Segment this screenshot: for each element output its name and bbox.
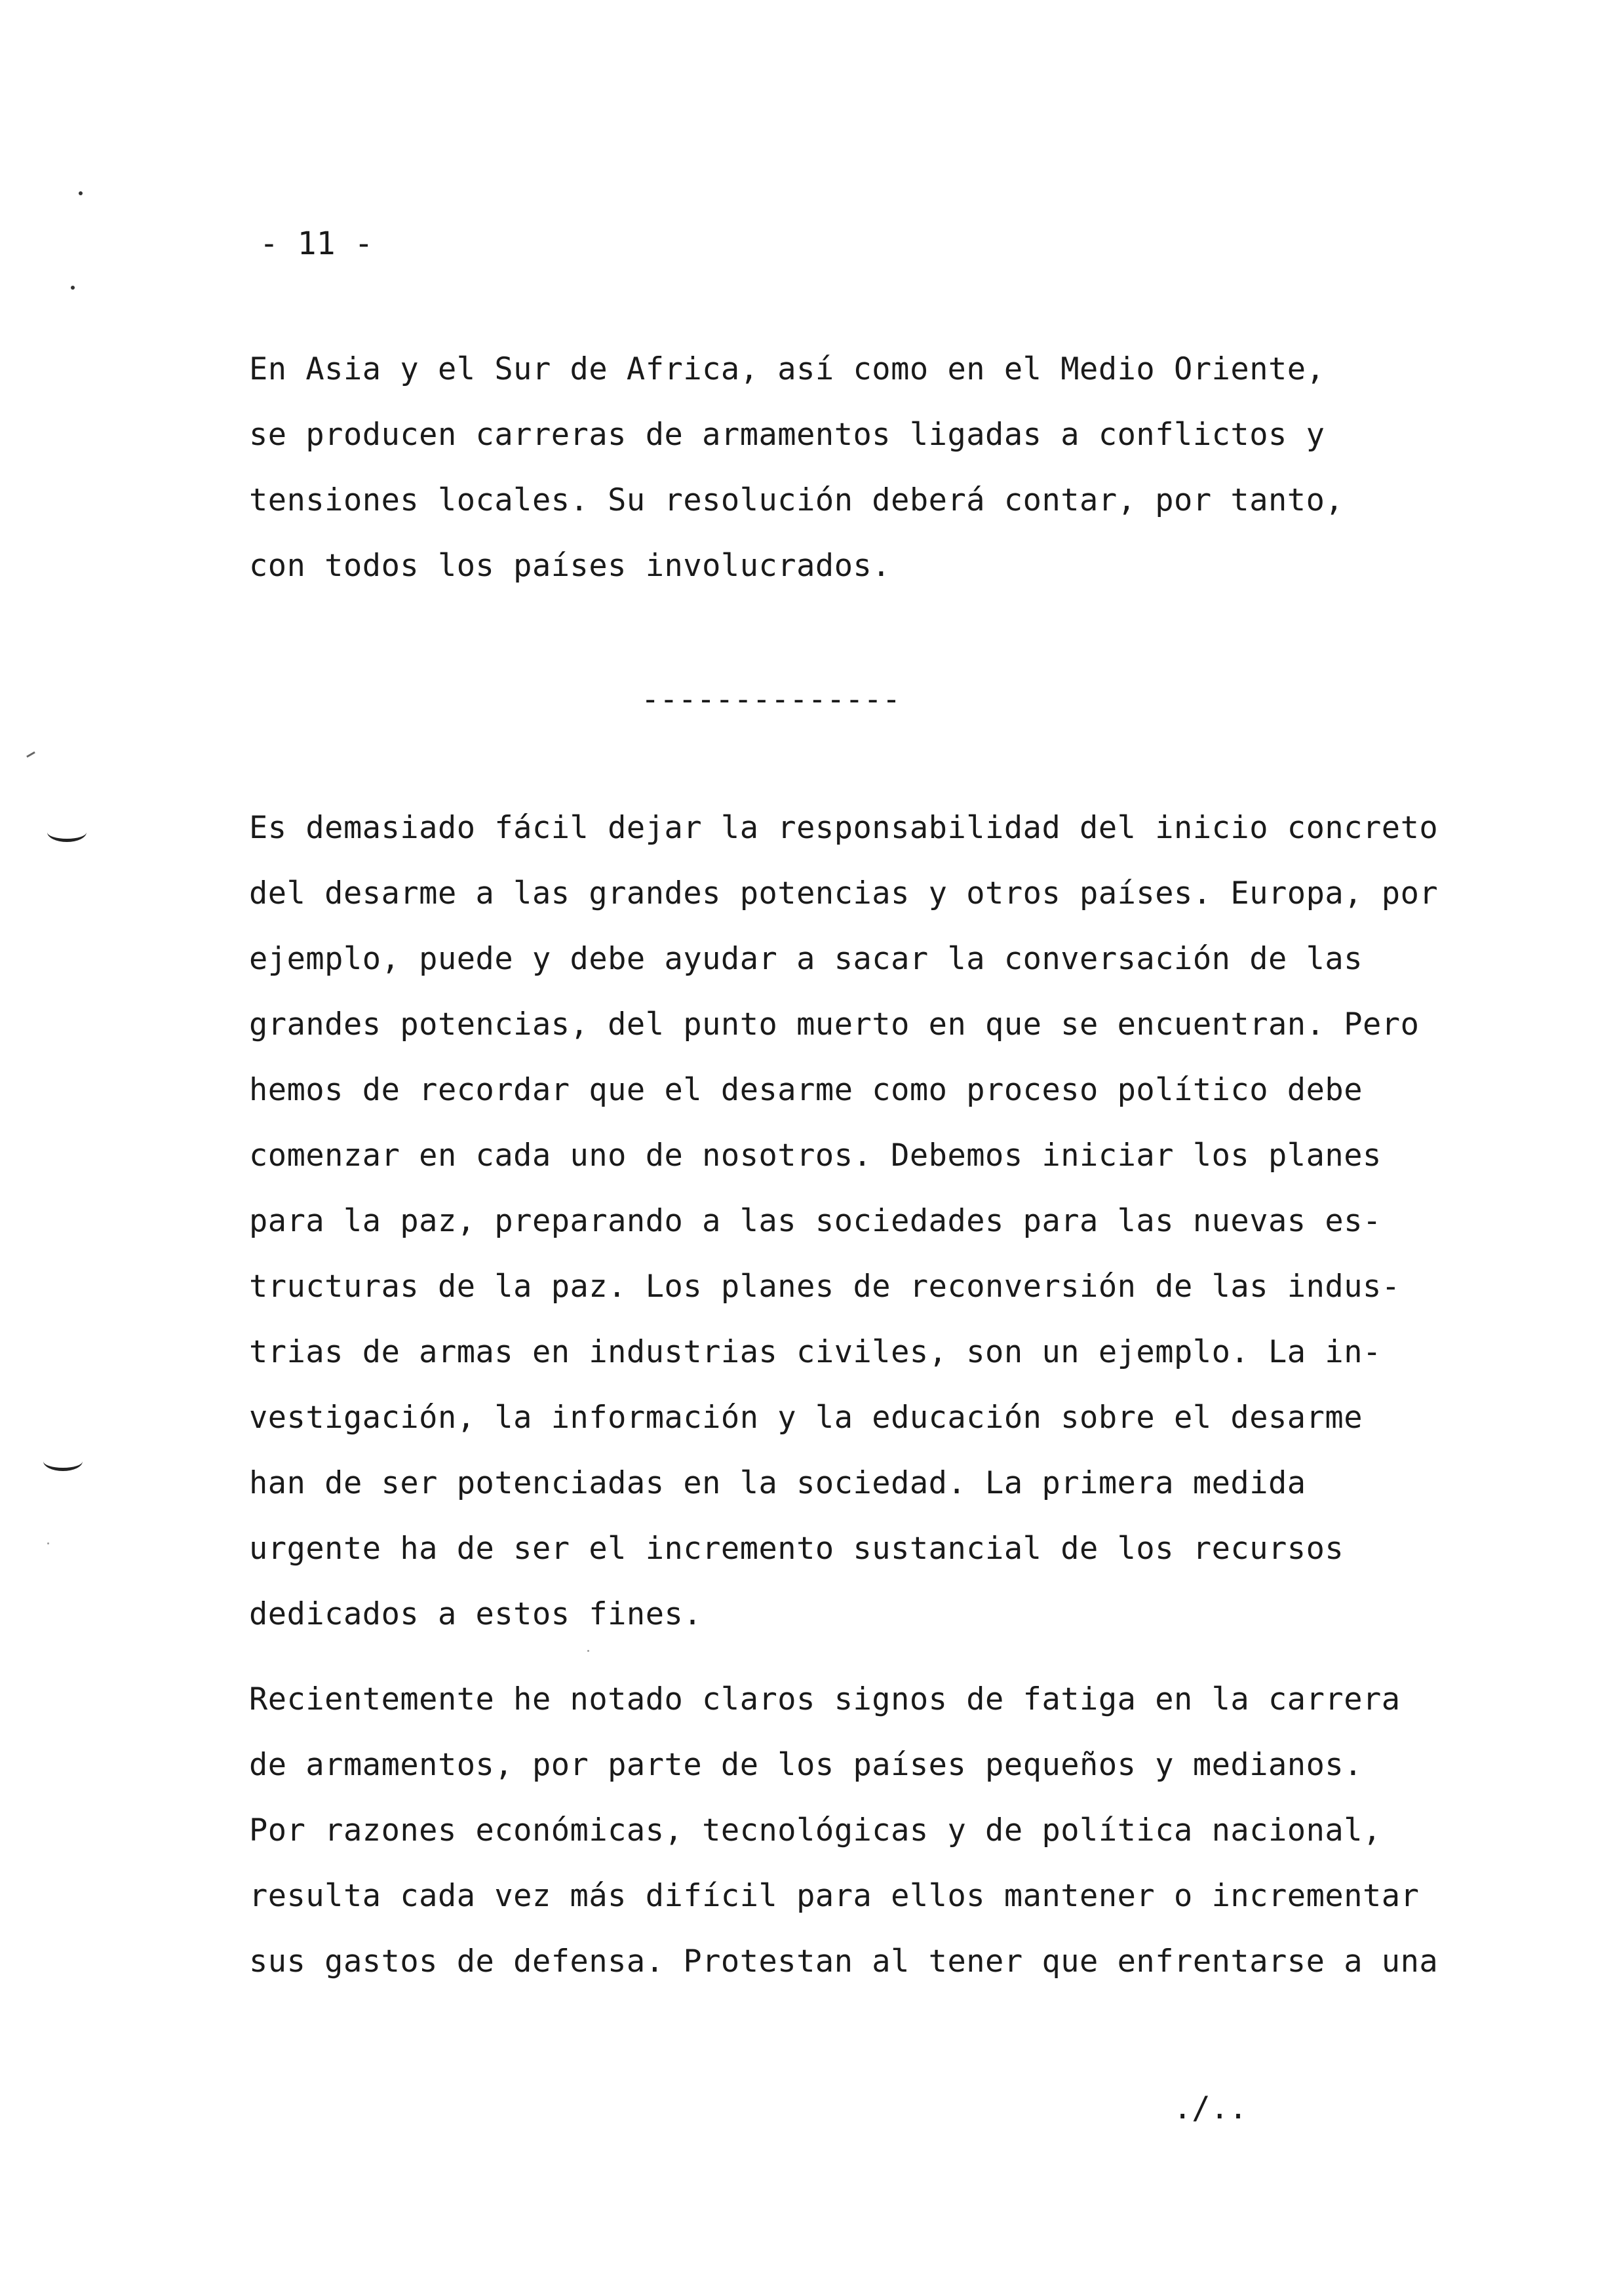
text-line: grandes potencias, del punto muerto en que se encuentran. Pero	[249, 1006, 1420, 1043]
margin-dot	[71, 286, 75, 290]
text-line: Recientemente he notado claros signos de fatiga en la carrera	[249, 1681, 1401, 1717]
page-number: - 11 -	[260, 225, 374, 262]
text-line: ejemplo, puede y debe ayudar a sacar la conversación de las	[249, 941, 1363, 977]
text-line: tensiones locales. Su resolución deberá contar, por tanto,	[249, 482, 1344, 518]
text-line: hemos de recordar que el desarme como proceso político debe	[249, 1072, 1363, 1108]
text-line: de armamentos, por parte de los países pequeños y medianos.	[249, 1747, 1363, 1783]
text-line: Por razones económicas, tecnológicas y de política nacional,	[249, 1812, 1382, 1848]
text-line: se producen carreras de armamentos ligadas a conflictos y	[249, 417, 1325, 453]
text-line: urgente ha de ser el incremento sustancial de los recursos	[249, 1531, 1344, 1567]
text-line: han de ser potenciadas en la sociedad. La primera medida	[249, 1465, 1306, 1501]
section-separator: --------------	[641, 681, 901, 718]
text-line: Es demasiado fácil dejar la responsabilidad del inicio concreto	[249, 810, 1439, 846]
text-line: En Asia y el Sur de Africa, así como en el Medio Oriente,	[249, 351, 1325, 387]
text-line: para la paz, preparando a las sociedades para las nuevas es-	[249, 1203, 1382, 1239]
punch-hole-mark	[47, 823, 87, 842]
text-line: con todos los países involucrados.	[249, 548, 891, 584]
text-line: sus gastos de defensa. Protestan al tener que enfrentarse a una	[249, 1943, 1439, 1980]
text-line: trias de armas en industrias civiles, son un ejemplo. La in-	[249, 1334, 1382, 1370]
paragraph-2	[249, 795, 1521, 1647]
text-line: vestigación, la información y la educación sobre el desarme	[249, 1400, 1363, 1436]
punch-hole-mark	[43, 1452, 83, 1471]
margin-speck	[47, 1542, 49, 1544]
margin-speck	[587, 1650, 589, 1652]
paragraph-1	[249, 337, 1521, 599]
text-line: comenzar en cada uno de nosotros. Debemos iniciar los planes	[249, 1138, 1382, 1174]
continuation-mark: ./..	[1173, 2090, 1248, 2126]
margin-tick	[26, 752, 35, 758]
text-line: resulta cada vez más difícil para ellos mantener o incrementar	[249, 1878, 1420, 1914]
paragraph-3	[249, 1667, 1521, 1995]
text-line: del desarme a las grandes potencias y otros países. Europa, por	[249, 875, 1439, 911]
margin-dot	[79, 191, 83, 195]
text-line: tructuras de la paz. Los planes de reconversión de las indus-	[249, 1269, 1401, 1305]
text-line: dedicados a estos fines.	[249, 1596, 703, 1632]
